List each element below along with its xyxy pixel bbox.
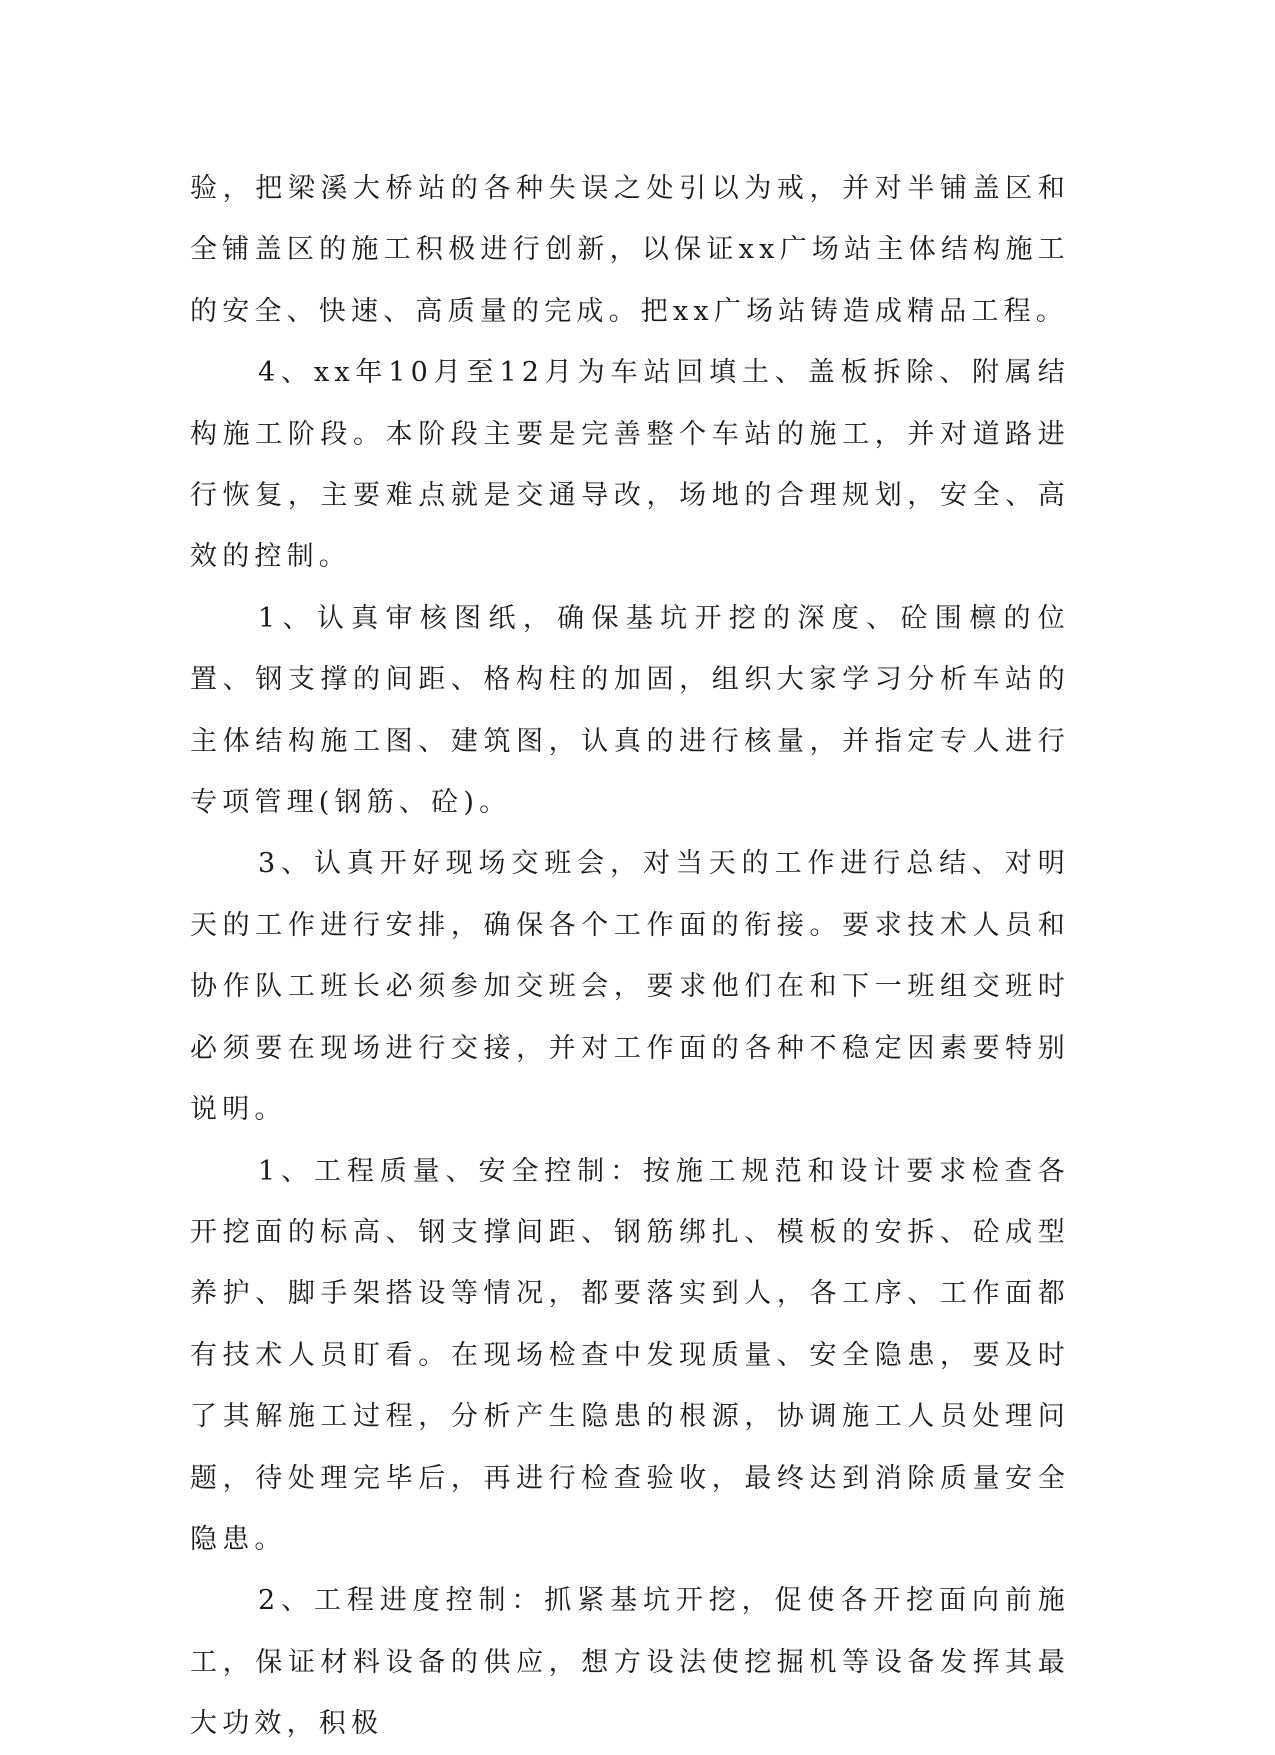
document-body (190, 158, 1070, 1755)
paragraph-2: 4、xx年10月至12月为车站回填土、盖板拆除、附属结构施工阶段。本阶段主要是完善整个车站的施工，并对道路进行恢复，主要难点就是交通导改，场地的合理规划，安全、高效的控制。 (190, 357, 1070, 573)
paragraph-6: 2、工程进度控制：抓紧基坑开挖，促使各开挖面向前施工，保证材料设备的供应，想方设法使挖掘机等设备发挥其最大功效，积极 (190, 1585, 1070, 1740)
paragraph-5: 1、工程质量、安全控制：按施工规范和设计要求检查各开挖面的标高、钢支撑间距、钢筋绑扎、模板的安拆、砼成型养护、脚手架搭设等情况，都要落实到人，各工序、工作面都有技术人员盯看。在现场检查中发现质量、安全隐患，要及时了其解施工过程，分析产生隐患的根源，协调施工人员处理问题，待处理完毕后，再进行检查验收，最终达到消除质量安全隐患。 (190, 1155, 1070, 1555)
paragraph-1: 验，把梁溪大桥站的各种失误之处引以为戒，并对半铺盖区和全铺盖区的施工积极进行创新，以保证xx广场站主体结构施工的安全、快速、高质量的完成。把xx广场站铸造成精品工程。 (190, 173, 1070, 327)
paragraph-4: 3、认真开好现场交班会，对当天的工作进行总结、对明天的工作进行安排，确保各个工作面的衔接。要求技术人员和协作队工班长必须参加交班会，要求他们在和下一班组交班时必须要在现场进行交接，并对工作面的各种不稳定因素要特别说明。 (190, 848, 1070, 1126)
paragraph-3: 1、认真审核图纸，确保基坑开挖的深度、砼围檩的位置、钢支撑的间距、格构柱的加固，组织大家学习分析车站的主体结构施工图、建筑图，认真的进行核量，并指定专人进行专项管理(钢筋、砼)。 (190, 602, 1070, 819)
